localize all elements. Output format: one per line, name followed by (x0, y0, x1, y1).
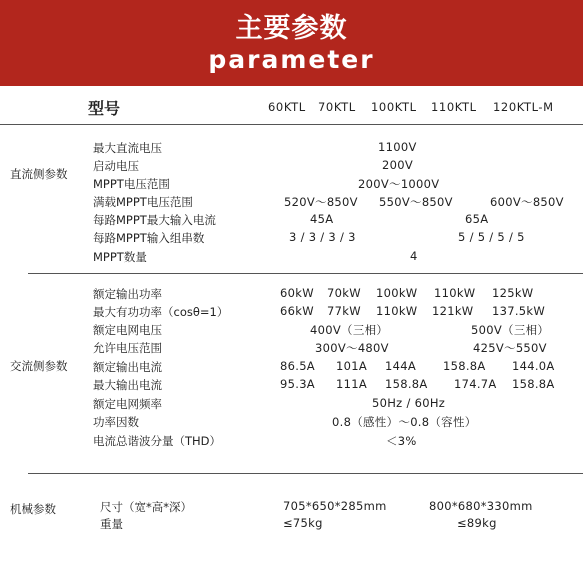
dc-param-label: 每路MPPT输入组串数 (93, 231, 205, 245)
ac-param-value: 111A (336, 377, 368, 391)
ac-param-value: 60kW (280, 286, 314, 300)
dc-param-label: MPPT数量 (93, 250, 147, 264)
ac-param-value: 300V～480V (315, 341, 389, 355)
dc-param-value: 65A (465, 212, 489, 226)
ac-param-label: 允许电压范围 (93, 341, 162, 355)
mech-param-value: 800*680*330mm (429, 499, 533, 513)
dc-param-value: 5 / 5 / 5 / 5 (458, 230, 525, 244)
ac-param-value: 66kW (280, 304, 314, 318)
dc-param-value: 550V～850V (379, 195, 453, 209)
dc-param-value: 4 (410, 249, 418, 263)
ac-param-value: 125kW (492, 286, 534, 300)
ac-param-label: 额定输出功率 (93, 287, 162, 301)
dc-param-value: 200V～1000V (358, 177, 440, 191)
ac-param-label: 额定输出电流 (93, 360, 162, 374)
dc-param-label: MPPT电压范围 (93, 177, 170, 191)
ac-param-value: 95.3A (280, 377, 315, 391)
dc-param-label: 每路MPPT最大输入电流 (93, 213, 216, 227)
page-title: 主要参数 (235, 13, 348, 44)
ac-param-label: 最大有功功率（cosθ=1） (93, 305, 229, 319)
dc-group-label: 直流侧参数 (10, 167, 68, 181)
ac-param-value: 110kW (376, 304, 418, 318)
mech-param-label: 重量 (100, 517, 123, 531)
model-name: 60KTL (268, 100, 306, 114)
ac-param-label: 功率因数 (93, 415, 139, 429)
mech-param-value: ≤75kg (283, 516, 323, 530)
ac-param-value: 50Hz / 60Hz (372, 396, 446, 410)
ac-param-label: 额定电网电压 (93, 323, 162, 337)
model-name: 70KTL (318, 100, 356, 114)
model-label: 型号 (88, 99, 121, 118)
dc-param-label: 启动电压 (93, 159, 139, 173)
mech-group-label: 机械参数 (10, 502, 56, 516)
dc-param-value: 200V (382, 158, 414, 172)
divider (28, 273, 583, 274)
model-name: 110KTL (431, 100, 477, 114)
mech-param-value: ≤89kg (457, 516, 497, 530)
divider (0, 124, 583, 125)
ac-param-value: 101A (336, 359, 368, 373)
ac-param-value: 137.5kW (492, 304, 546, 318)
ac-param-label: 最大输出电流 (93, 378, 162, 392)
ac-param-value: 500V（三相） (471, 323, 550, 337)
ac-param-value: 121kW (432, 304, 474, 318)
dc-param-value: 1100V (378, 140, 417, 154)
ac-param-value: 86.5A (280, 359, 315, 373)
ac-param-value: 110kW (434, 286, 476, 300)
ac-param-value: 174.7A (454, 377, 497, 391)
header-banner (0, 0, 583, 86)
model-name: 100KTL (371, 100, 417, 114)
dc-param-label: 满载MPPT电压范围 (93, 195, 193, 209)
model-name: 120KTL-M (493, 100, 554, 114)
ac-param-value: 144.0A (512, 359, 555, 373)
ac-param-label: 电流总谐波分量（THD） (93, 434, 222, 448)
ac-param-value: 158.8A (443, 359, 486, 373)
ac-param-value: 158.8A (512, 377, 555, 391)
mech-param-label: 尺寸（宽*高*深） (100, 500, 192, 514)
ac-param-value: 77kW (327, 304, 361, 318)
ac-param-value: 0.8（感性）～0.8（容性） (332, 415, 477, 429)
ac-group-label: 交流侧参数 (10, 359, 68, 373)
dc-param-label: 最大直流电压 (93, 141, 162, 155)
ac-param-value: 70kW (327, 286, 361, 300)
ac-param-value: 144A (385, 359, 417, 373)
ac-param-value: ＜3% (386, 434, 417, 448)
mech-param-value: 705*650*285mm (283, 499, 387, 513)
ac-param-label: 额定电网频率 (93, 397, 162, 411)
ac-param-value: 400V（三相） (310, 323, 389, 337)
dc-param-value: 45A (310, 212, 334, 226)
dc-param-value: 3 / 3 / 3 / 3 (289, 230, 356, 244)
divider (28, 473, 583, 474)
dc-param-value: 520V～850V (284, 195, 358, 209)
ac-param-value: 100kW (376, 286, 418, 300)
dc-param-value: 600V～850V (490, 195, 564, 209)
ac-param-value: 425V～550V (473, 341, 547, 355)
ac-param-value: 158.8A (385, 377, 428, 391)
page-subtitle: parameter (208, 45, 375, 74)
